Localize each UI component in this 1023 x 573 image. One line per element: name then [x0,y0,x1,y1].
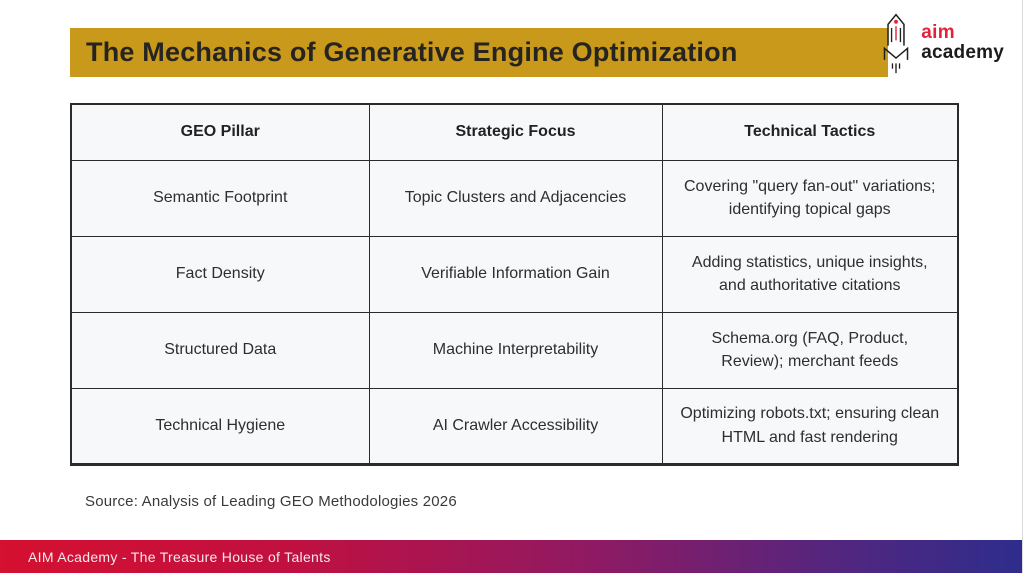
table-row [71,236,958,312]
table-cell: Semantic Footprint [71,160,369,236]
logo-text-academy: academy [921,42,1004,63]
table-cell: Optimizing robots.txt; ensuring clean HTML and fast rendering [662,388,958,464]
column-header-technical-tactics: Technical Tactics [662,104,958,160]
table-header-row [71,104,958,160]
table-cell: Technical Hygiene [71,388,369,464]
table-cell: Schema.org (FAQ, Product, Review); merchant feeds [662,312,958,388]
source-note: Source: Analysis of Leading GEO Methodologies 2026 [85,493,457,510]
table-cell: Adding statistics, unique insights, and authoritative citations [662,236,958,312]
page-title: The Mechanics of Generative Engine Optimization [86,37,738,67]
logo-text [921,23,1004,63]
table-cell: Machine Interpretability [369,312,662,388]
column-header-geo-pillar: GEO Pillar [71,104,369,160]
table-cell: AI Crawler Accessibility [369,388,662,464]
table-cell: Structured Data [71,312,369,388]
geo-pillars-table [70,103,959,466]
title-bar [70,28,888,77]
table-cell: Topic Clusters and Adjacencies [369,160,662,236]
table-cell: Fact Density [71,236,369,312]
footer-bar [0,540,1023,573]
logo-text-aim: aim [921,22,955,44]
table-row [71,312,958,388]
column-header-strategic-focus: Strategic Focus [369,104,662,160]
rocket-icon [877,12,915,74]
table-cell: Covering "query fan-out" variations; identifying topical gaps [662,160,958,236]
table-cell: Verifiable Information Gain [369,236,662,312]
aim-academy-logo [877,12,1004,74]
table-row [71,160,958,236]
footer-tagline: AIM Academy - The Treasure House of Talents [28,548,331,565]
table-row [71,388,958,464]
